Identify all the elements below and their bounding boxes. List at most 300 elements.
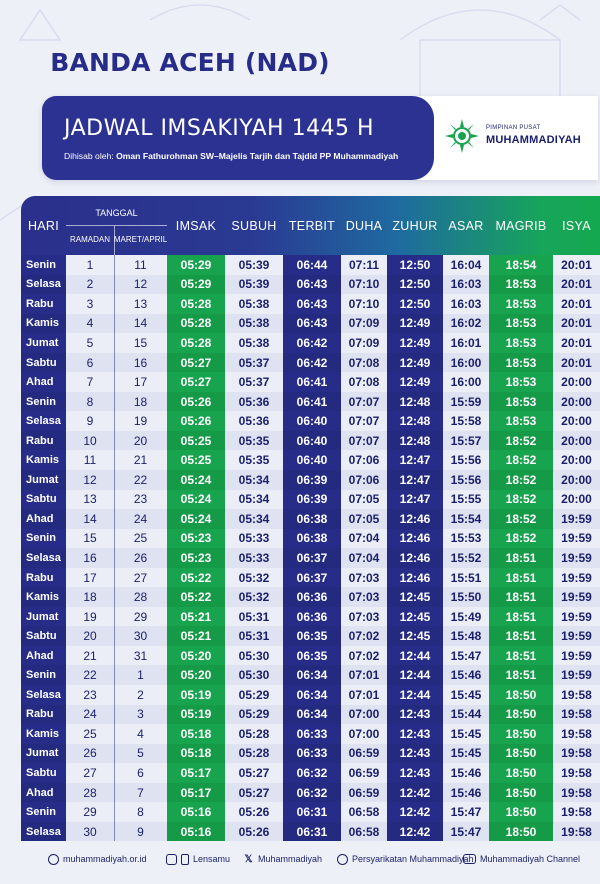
- day-cell: Rabu: [21, 568, 66, 588]
- magrib-time-cell: 18:53: [489, 353, 553, 373]
- ramadan-date-cell: 25: [66, 724, 114, 744]
- imsak-time-cell: 05:21: [167, 626, 225, 646]
- magrib-time-cell: 18:51: [489, 568, 553, 588]
- date-column-divider: [114, 744, 115, 764]
- day-cell: Jumat: [21, 607, 66, 627]
- subuh-time-cell: 05:33: [225, 548, 283, 568]
- date-column-divider: [114, 626, 115, 646]
- subuh-time-cell: 05:38: [225, 294, 283, 314]
- asar-time-cell: 15:59: [443, 392, 489, 412]
- schedule-subtitle: [64, 151, 398, 161]
- isya-time-cell: 19:59: [553, 548, 600, 568]
- date-column-divider: [114, 294, 115, 314]
- subuh-time-cell: 05:39: [225, 275, 283, 295]
- terbit-time-cell: 06:42: [283, 333, 341, 353]
- subuh-time-cell: 05:38: [225, 333, 283, 353]
- table-row: [21, 685, 600, 705]
- date-column-divider: [114, 724, 115, 744]
- day-cell: Ahad: [21, 372, 66, 392]
- maret-date-cell: 14: [114, 314, 167, 334]
- isya-time-cell: 19:58: [553, 822, 600, 842]
- table-row: [21, 353, 600, 373]
- duha-time-cell: 06:58: [341, 802, 387, 822]
- zuhur-time-cell: 12:50: [387, 275, 443, 295]
- imsak-time-cell: 05:22: [167, 568, 225, 588]
- ramadan-date-cell: 27: [66, 763, 114, 783]
- magrib-time-cell: 18:50: [489, 783, 553, 803]
- duha-time-cell: 07:11: [341, 255, 387, 275]
- col-tanggal: TANGGAL: [95, 208, 138, 218]
- magrib-time-cell: 18:52: [489, 470, 553, 490]
- youtube-icon: [463, 854, 476, 864]
- duha-time-cell: 07:10: [341, 275, 387, 295]
- duha-time-cell: 07:05: [341, 509, 387, 529]
- terbit-time-cell: 06:38: [283, 509, 341, 529]
- ramadan-date-cell: 1: [66, 255, 114, 275]
- maret-date-cell: 28: [114, 587, 167, 607]
- asar-time-cell: 15:50: [443, 587, 489, 607]
- asar-time-cell: 16:01: [443, 333, 489, 353]
- zuhur-time-cell: 12:43: [387, 763, 443, 783]
- magrib-time-cell: 18:50: [489, 822, 553, 842]
- maret-date-cell: 30: [114, 626, 167, 646]
- subuh-time-cell: 05:27: [225, 783, 283, 803]
- zuhur-time-cell: 12:45: [387, 626, 443, 646]
- footer-social2-label: Muhammadiyah: [258, 854, 323, 864]
- isya-time-cell: 19:59: [553, 529, 600, 549]
- subuh-time-cell: 05:36: [225, 411, 283, 431]
- terbit-time-cell: 06:34: [283, 685, 341, 705]
- zuhur-time-cell: 12:43: [387, 724, 443, 744]
- date-column-divider: [114, 255, 115, 275]
- ramadan-date-cell: 9: [66, 411, 114, 431]
- magrib-time-cell: 18:52: [489, 490, 553, 510]
- muhammadiyah-logo-icon: [444, 118, 480, 154]
- terbit-time-cell: 06:34: [283, 665, 341, 685]
- date-column-divider: [114, 431, 115, 451]
- maret-date-cell: 31: [114, 646, 167, 666]
- zuhur-time-cell: 12:44: [387, 685, 443, 705]
- subuh-time-cell: 05:29: [225, 705, 283, 725]
- facebook-icon: [337, 854, 348, 865]
- subuh-time-cell: 05:35: [225, 431, 283, 451]
- imsak-time-cell: 05:26: [167, 411, 225, 431]
- table-row: [21, 255, 600, 275]
- isya-time-cell: 19:58: [553, 705, 600, 725]
- magrib-time-cell: 18:50: [489, 705, 553, 725]
- table-row: [21, 802, 600, 822]
- tanggal-divider: [66, 225, 167, 226]
- maret-date-cell: 21: [114, 450, 167, 470]
- asar-time-cell: 15:51: [443, 568, 489, 588]
- table-row: [21, 705, 600, 725]
- zuhur-time-cell: 12:49: [387, 314, 443, 334]
- imsak-time-cell: 05:24: [167, 490, 225, 510]
- zuhur-time-cell: 12:45: [387, 587, 443, 607]
- date-column-divider: [114, 411, 115, 431]
- table-row: [21, 568, 600, 588]
- magrib-time-cell: 18:54: [489, 255, 553, 275]
- asar-time-cell: 15:49: [443, 607, 489, 627]
- table-row: [21, 470, 600, 490]
- asar-time-cell: 15:58: [443, 411, 489, 431]
- terbit-time-cell: 06:32: [283, 763, 341, 783]
- date-column-divider: [114, 314, 115, 334]
- footer-facebook[interactable]: [337, 850, 474, 868]
- terbit-time-cell: 06:35: [283, 646, 341, 666]
- subuh-time-cell: 05:30: [225, 646, 283, 666]
- terbit-time-cell: 06:44: [283, 255, 341, 275]
- isya-time-cell: 20:01: [553, 275, 600, 295]
- footer-x[interactable]: [243, 850, 322, 868]
- maret-date-cell: 15: [114, 333, 167, 353]
- isya-time-cell: 19:59: [553, 587, 600, 607]
- ramadan-date-cell: 11: [66, 450, 114, 470]
- duha-time-cell: 07:08: [341, 353, 387, 373]
- terbit-time-cell: 06:34: [283, 705, 341, 725]
- terbit-time-cell: 06:43: [283, 314, 341, 334]
- day-cell: Ahad: [21, 646, 66, 666]
- table-row: [21, 626, 600, 646]
- subuh-time-cell: 05:28: [225, 744, 283, 764]
- magrib-time-cell: 18:53: [489, 333, 553, 353]
- schedule-title: JADWAL IMSAKIYAH 1445 H: [64, 116, 375, 141]
- instagram-icon: [166, 854, 177, 865]
- terbit-time-cell: 06:31: [283, 822, 341, 842]
- day-cell: Sabtu: [21, 490, 66, 510]
- isya-time-cell: 20:00: [553, 392, 600, 412]
- imsak-time-cell: 05:27: [167, 353, 225, 373]
- asar-time-cell: 15:46: [443, 763, 489, 783]
- magrib-time-cell: 18:51: [489, 587, 553, 607]
- duha-time-cell: 07:05: [341, 490, 387, 510]
- ramadan-date-cell: 12: [66, 470, 114, 490]
- logo-caption-big: MUHAMMADIYAH: [486, 134, 581, 146]
- duha-time-cell: 07:02: [341, 646, 387, 666]
- table-row: [21, 783, 600, 803]
- imsak-time-cell: 05:28: [167, 314, 225, 334]
- footer-youtube[interactable]: [463, 850, 580, 868]
- terbit-time-cell: 06:36: [283, 607, 341, 627]
- header-banner-title-block: [42, 96, 434, 180]
- isya-time-cell: 19:58: [553, 783, 600, 803]
- magrib-time-cell: 18:53: [489, 314, 553, 334]
- magrib-time-cell: 18:51: [489, 548, 553, 568]
- zuhur-time-cell: 12:47: [387, 450, 443, 470]
- imsak-time-cell: 05:19: [167, 705, 225, 725]
- date-column-divider: [114, 705, 115, 725]
- zuhur-time-cell: 12:50: [387, 294, 443, 314]
- terbit-time-cell: 06:43: [283, 294, 341, 314]
- asar-time-cell: 16:04: [443, 255, 489, 275]
- terbit-time-cell: 06:40: [283, 411, 341, 431]
- imsak-time-cell: 05:26: [167, 392, 225, 412]
- isya-time-cell: 20:00: [553, 490, 600, 510]
- date-column-divider: [114, 450, 115, 470]
- subuh-time-cell: 05:37: [225, 353, 283, 373]
- col-duha: DUHA: [345, 218, 383, 233]
- zuhur-time-cell: 12:46: [387, 509, 443, 529]
- imsak-time-cell: 05:29: [167, 275, 225, 295]
- maret-date-cell: 27: [114, 568, 167, 588]
- maret-date-cell: 13: [114, 294, 167, 314]
- imsak-time-cell: 05:23: [167, 548, 225, 568]
- terbit-time-cell: 06:36: [283, 587, 341, 607]
- terbit-time-cell: 06:40: [283, 431, 341, 451]
- table-row: [21, 607, 600, 627]
- ramadan-date-cell: 17: [66, 568, 114, 588]
- duha-time-cell: 07:03: [341, 607, 387, 627]
- isya-time-cell: 19:58: [553, 685, 600, 705]
- maret-date-cell: 6: [114, 763, 167, 783]
- day-cell: Senin: [21, 802, 66, 822]
- col-subuh: SUBUH: [231, 218, 277, 233]
- day-cell: Kamis: [21, 314, 66, 334]
- terbit-time-cell: 06:33: [283, 744, 341, 764]
- table-row: [21, 724, 600, 744]
- footer-website[interactable]: [48, 850, 147, 868]
- ramadan-date-cell: 18: [66, 587, 114, 607]
- ramadan-date-cell: 30: [66, 822, 114, 842]
- isya-time-cell: 19:58: [553, 763, 600, 783]
- maret-date-cell: 17: [114, 372, 167, 392]
- zuhur-time-cell: 12:46: [387, 529, 443, 549]
- duha-time-cell: 07:10: [341, 294, 387, 314]
- maret-date-cell: 16: [114, 353, 167, 373]
- maret-date-cell: 20: [114, 431, 167, 451]
- zuhur-time-cell: 12:49: [387, 353, 443, 373]
- date-column-divider: [114, 548, 115, 568]
- table-row: [21, 490, 600, 510]
- ramadan-date-cell: 5: [66, 333, 114, 353]
- ramadan-date-cell: 22: [66, 665, 114, 685]
- duha-time-cell: 07:07: [341, 431, 387, 451]
- ramadan-date-cell: 10: [66, 431, 114, 451]
- ramadan-date-cell: 7: [66, 372, 114, 392]
- zuhur-time-cell: 12:49: [387, 372, 443, 392]
- day-cell: Jumat: [21, 744, 66, 764]
- ramadan-date-cell: 3: [66, 294, 114, 314]
- isya-time-cell: 20:00: [553, 470, 600, 490]
- footer-website-label: muhammadiyah.or.id: [63, 854, 147, 864]
- date-column-divider: [114, 509, 115, 529]
- duha-time-cell: 07:04: [341, 529, 387, 549]
- isya-time-cell: 20:00: [553, 411, 600, 431]
- terbit-time-cell: 06:39: [283, 470, 341, 490]
- subuh-time-cell: 05:26: [225, 822, 283, 842]
- asar-time-cell: 15:45: [443, 744, 489, 764]
- ramadan-date-cell: 26: [66, 744, 114, 764]
- maret-date-cell: 24: [114, 509, 167, 529]
- subuh-time-cell: 05:32: [225, 568, 283, 588]
- ramadan-date-cell: 13: [66, 490, 114, 510]
- duha-time-cell: 07:02: [341, 626, 387, 646]
- day-cell: Sabtu: [21, 626, 66, 646]
- isya-time-cell: 19:59: [553, 568, 600, 588]
- tiktok-icon: [181, 854, 189, 865]
- date-column-divider: [114, 275, 115, 295]
- asar-time-cell: 16:02: [443, 314, 489, 334]
- magrib-time-cell: 18:52: [489, 509, 553, 529]
- date-column-divider: [114, 470, 115, 490]
- zuhur-time-cell: 12:48: [387, 411, 443, 431]
- date-column-divider: [114, 763, 115, 783]
- zuhur-time-cell: 12:45: [387, 607, 443, 627]
- day-cell: Senin: [21, 255, 66, 275]
- day-cell: Senin: [21, 665, 66, 685]
- terbit-time-cell: 06:35: [283, 626, 341, 646]
- maret-date-cell: 19: [114, 411, 167, 431]
- table-row: [21, 372, 600, 392]
- ramadan-date-cell: 21: [66, 646, 114, 666]
- maret-date-cell: 22: [114, 470, 167, 490]
- col-asar: ASAR: [448, 218, 484, 233]
- ramadan-date-cell: 20: [66, 626, 114, 646]
- magrib-time-cell: 18:50: [489, 744, 553, 764]
- imsak-time-cell: 05:21: [167, 607, 225, 627]
- table-body: [21, 255, 600, 841]
- maret-date-cell: 3: [114, 705, 167, 725]
- subuh-time-cell: 05:26: [225, 802, 283, 822]
- ramadan-date-cell: 15: [66, 529, 114, 549]
- day-cell: Senin: [21, 529, 66, 549]
- date-column-divider: [114, 587, 115, 607]
- imsak-time-cell: 05:16: [167, 802, 225, 822]
- imsak-time-cell: 05:28: [167, 294, 225, 314]
- asar-time-cell: 15:56: [443, 450, 489, 470]
- isya-time-cell: 19:58: [553, 724, 600, 744]
- duha-time-cell: 06:58: [341, 822, 387, 842]
- day-cell: Sabtu: [21, 353, 66, 373]
- imsak-time-cell: 05:18: [167, 744, 225, 764]
- imsak-time-cell: 05:22: [167, 587, 225, 607]
- imsak-time-cell: 05:19: [167, 685, 225, 705]
- asar-time-cell: 15:45: [443, 685, 489, 705]
- magrib-time-cell: 18:51: [489, 646, 553, 666]
- maret-date-cell: 5: [114, 744, 167, 764]
- table-row: [21, 744, 600, 764]
- magrib-time-cell: 18:53: [489, 392, 553, 412]
- imsak-time-cell: 05:16: [167, 822, 225, 842]
- col-isya: ISYA: [562, 218, 591, 233]
- table-row: [21, 314, 600, 334]
- day-cell: Rabu: [21, 294, 66, 314]
- subuh-time-cell: 05:31: [225, 626, 283, 646]
- isya-time-cell: 19:59: [553, 646, 600, 666]
- day-cell: Ahad: [21, 509, 66, 529]
- maret-date-cell: 9: [114, 822, 167, 842]
- magrib-time-cell: 18:51: [489, 665, 553, 685]
- imsak-time-cell: 05:17: [167, 783, 225, 803]
- city-title: BANDA ACEH (NAD): [50, 48, 330, 77]
- subuh-time-cell: 05:34: [225, 509, 283, 529]
- imsak-time-cell: 05:29: [167, 255, 225, 275]
- duha-time-cell: 07:09: [341, 333, 387, 353]
- footer: [0, 850, 600, 870]
- table-row: [21, 548, 600, 568]
- footer-instagram-tiktok[interactable]: [166, 850, 230, 868]
- date-column-divider: [114, 372, 115, 392]
- duha-time-cell: 06:59: [341, 763, 387, 783]
- duha-time-cell: 07:07: [341, 411, 387, 431]
- duha-time-cell: 07:04: [341, 548, 387, 568]
- maret-date-cell: 23: [114, 490, 167, 510]
- imsak-time-cell: 05:23: [167, 529, 225, 549]
- asar-time-cell: 15:47: [443, 822, 489, 842]
- magrib-time-cell: 18:51: [489, 607, 553, 627]
- maret-date-cell: 29: [114, 607, 167, 627]
- isya-time-cell: 20:01: [553, 333, 600, 353]
- magrib-time-cell: 18:50: [489, 763, 553, 783]
- ramadan-date-cell: 4: [66, 314, 114, 334]
- duha-time-cell: 07:01: [341, 685, 387, 705]
- maret-date-cell: 1: [114, 665, 167, 685]
- terbit-time-cell: 06:32: [283, 783, 341, 803]
- magrib-time-cell: 18:51: [489, 626, 553, 646]
- duha-time-cell: 07:06: [341, 450, 387, 470]
- logo-caption-small: PIMPINAN PUSAT: [486, 125, 541, 131]
- asar-time-cell: 16:03: [443, 294, 489, 314]
- asar-time-cell: 15:55: [443, 490, 489, 510]
- table-row: [21, 587, 600, 607]
- magrib-time-cell: 18:53: [489, 294, 553, 314]
- subtitle-author: Oman Fathurohman SW–Majelis Tarjih dan Tajdid PP Muhammadiyah: [116, 151, 399, 161]
- asar-time-cell: 15:56: [443, 470, 489, 490]
- imsak-time-cell: 05:25: [167, 450, 225, 470]
- terbit-time-cell: 06:37: [283, 568, 341, 588]
- subuh-time-cell: 05:30: [225, 665, 283, 685]
- magrib-time-cell: 18:53: [489, 275, 553, 295]
- table-row: [21, 450, 600, 470]
- date-column-divider: [114, 646, 115, 666]
- imsak-time-cell: 05:17: [167, 763, 225, 783]
- magrib-time-cell: 18:50: [489, 802, 553, 822]
- subtitle-prefix: Dihisab oleh:: [64, 151, 114, 161]
- day-cell: Senin: [21, 392, 66, 412]
- zuhur-time-cell: 12:47: [387, 490, 443, 510]
- table-row: [21, 431, 600, 451]
- maret-date-cell: 2: [114, 685, 167, 705]
- subuh-time-cell: 05:27: [225, 763, 283, 783]
- terbit-time-cell: 06:37: [283, 548, 341, 568]
- duha-time-cell: 07:03: [341, 587, 387, 607]
- duha-time-cell: 07:06: [341, 470, 387, 490]
- ramadan-date-cell: 23: [66, 685, 114, 705]
- magrib-time-cell: 18:52: [489, 450, 553, 470]
- isya-time-cell: 19:59: [553, 626, 600, 646]
- ramadan-date-cell: 6: [66, 353, 114, 373]
- magrib-time-cell: 18:53: [489, 411, 553, 431]
- day-cell: Jumat: [21, 333, 66, 353]
- day-cell: Selasa: [21, 411, 66, 431]
- subuh-time-cell: 05:39: [225, 255, 283, 275]
- maret-date-cell: 4: [114, 724, 167, 744]
- footer-social1-label: Lensamu: [193, 854, 231, 864]
- date-column-divider: [114, 333, 115, 353]
- zuhur-time-cell: 12:44: [387, 646, 443, 666]
- isya-time-cell: 20:00: [553, 372, 600, 392]
- duha-time-cell: 07:03: [341, 568, 387, 588]
- day-cell: Rabu: [21, 705, 66, 725]
- table-row: [21, 275, 600, 295]
- maret-date-cell: 26: [114, 548, 167, 568]
- ramadan-date-cell: 29: [66, 802, 114, 822]
- subuh-time-cell: 05:32: [225, 587, 283, 607]
- terbit-time-cell: 06:33: [283, 724, 341, 744]
- footer-social4-label: Muhammadiyah Channel: [480, 854, 581, 864]
- table-row: [21, 294, 600, 314]
- zuhur-time-cell: 12:43: [387, 744, 443, 764]
